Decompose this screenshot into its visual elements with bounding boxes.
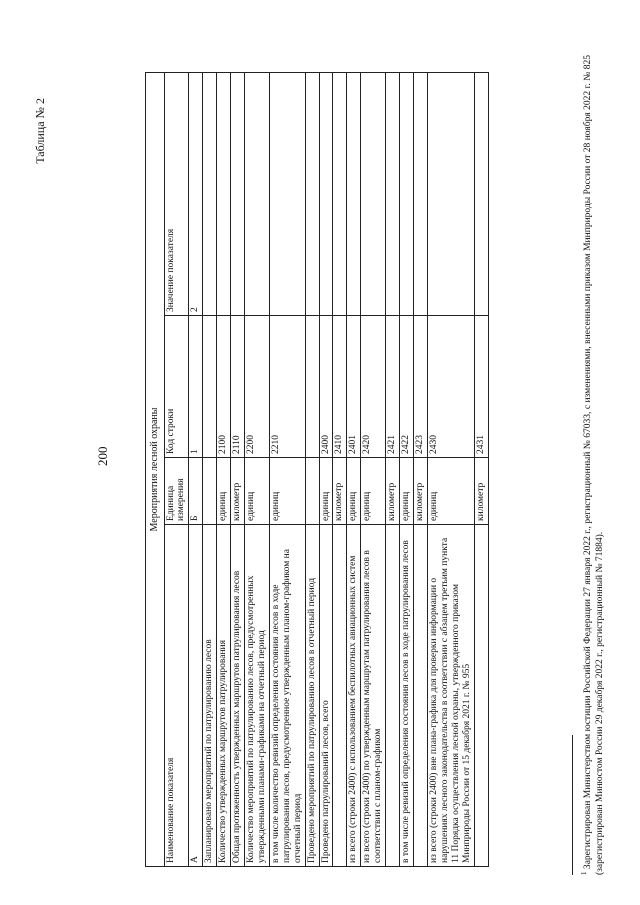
table-row: [203, 73, 217, 867]
row-indicator-name: [386, 525, 400, 867]
row-unit: километр: [333, 458, 347, 525]
row-code: 2421: [386, 316, 400, 458]
table-row: [319, 73, 333, 867]
header-code: Код строки: [164, 316, 189, 458]
row-indicator-name: Запланировано мероприятий по патрулированию лесов: [203, 525, 217, 867]
row-unit: единиц: [217, 458, 231, 525]
row-code: 2431: [474, 316, 488, 458]
row-unit: единиц: [347, 458, 361, 525]
row-value: [333, 73, 347, 316]
header-row: [164, 73, 189, 867]
row-unit: единиц: [269, 458, 305, 525]
row-unit: километр: [386, 458, 400, 525]
header-code-1: 1: [189, 316, 203, 458]
row-code: 2200: [245, 316, 270, 458]
row-value: [231, 73, 245, 316]
footnote-divider: [572, 735, 573, 875]
row-value: [414, 73, 428, 316]
header-value: Значение показателя: [164, 73, 189, 316]
row-code: 2400: [319, 316, 333, 458]
row-indicator-name: в том числе количество ревизий определения состояния лесов в ходе патрулирования лесов, предусмотренное утвержденным планом-графиком на отчетный период: [269, 525, 305, 867]
footnote-text: Зарегистрирован Министерством юстиции Российской Федерации 27 января 2022 г., регистрационный № 67033, с изменениями, внесенными приказом Минприроды России от 28 ноября 2022 г. № 825 (зарегистрирован Минюстом России 29 декабря 2022 г., регистрационный № 71884).: [583, 54, 606, 875]
row-value: [245, 73, 270, 316]
row-unit: единиц: [245, 458, 270, 525]
table-row: [386, 73, 400, 867]
table-caption: Мероприятия лесной охраны: [146, 73, 165, 867]
table-row: [245, 73, 270, 867]
row-code: 2210: [269, 316, 305, 458]
row-unit: километр: [414, 458, 428, 525]
row-indicator-name: из всего (строки 2400) вне плана-графика для проверки информации о нарушениях лесного законодательства в соответствии с абзацем третьим пункта 11 Порядка осуществления лесной охраны, утвержденного приказом Минприроды России от 15 декабря 2021 г. № 955: [427, 525, 474, 867]
row-indicator-name: [414, 525, 428, 867]
row-unit: единиц: [427, 458, 474, 525]
header-codes-row: [189, 73, 203, 867]
row-indicator-name: из всего (строки 2400) по утвержденным маршрутам патрулирования лесов в соответствии с планом-графиком: [361, 525, 386, 867]
row-unit: [203, 458, 217, 525]
table-row: [400, 73, 414, 867]
table-row: [427, 73, 474, 867]
table-row: [269, 73, 305, 867]
header-code-2: 2: [189, 73, 203, 316]
row-code: 2100: [217, 316, 231, 458]
header-code-b: Б: [189, 458, 203, 525]
row-value: [474, 73, 488, 316]
row-value: [305, 73, 319, 316]
table-row: [333, 73, 347, 867]
row-indicator-name: Количество мероприятий по патрулированию лесов, предусмотренных утвержденными планами-графиками на отчетный период: [245, 525, 270, 867]
table-row: [217, 73, 231, 867]
row-unit: единиц: [361, 458, 386, 525]
row-code: 2430: [427, 316, 474, 458]
table-title: Таблица № 2: [33, 98, 47, 164]
row-value: [427, 73, 474, 316]
row-code: 2410: [333, 316, 347, 458]
table-row: [474, 73, 488, 867]
table-row: [231, 73, 245, 867]
row-value: [319, 73, 333, 316]
row-indicator-name: Общая протяженность утвержденных маршрутов патрулирования лесов: [231, 525, 245, 867]
forest-protection-table: [145, 72, 489, 867]
header-unit: Единица измерения: [164, 458, 189, 525]
row-value: [386, 73, 400, 316]
row-unit: единиц: [400, 458, 414, 525]
row-value: [269, 73, 305, 316]
row-unit: километр: [231, 458, 245, 525]
table-row: [361, 73, 386, 867]
row-code: [305, 316, 319, 458]
row-value: [400, 73, 414, 316]
table-row: [414, 73, 428, 867]
row-indicator-name: Проведено мероприятий по патрулированию лесов в отчетный период: [305, 525, 319, 867]
row-value: [203, 73, 217, 316]
row-code: 2110: [231, 316, 245, 458]
footnote: [580, 55, 607, 875]
row-indicator-name: Количество утвержденных маршрутов патрулирования: [217, 525, 231, 867]
row-code: 2420: [361, 316, 386, 458]
row-value: [361, 73, 386, 316]
row-indicator-name: Проведено патрулирований лесов, всего: [319, 525, 333, 867]
row-indicator-name: из всего (строки 2400) с использованием беспилотных авиационных систем: [347, 525, 361, 867]
row-unit: единиц: [319, 458, 333, 525]
row-indicator-name: [474, 525, 488, 867]
row-indicator-name: в том числе ревизий определения состояния лесов в ходе патрулирования лесов: [400, 525, 414, 867]
header-code-a: А: [189, 525, 203, 867]
footnote-mark: 1: [580, 871, 588, 875]
table-row: [347, 73, 361, 867]
row-value: [217, 73, 231, 316]
row-unit: километр: [474, 458, 488, 525]
row-unit: [305, 458, 319, 525]
table-row: [305, 73, 319, 867]
row-indicator-name: [333, 525, 347, 867]
caption-row: [146, 73, 165, 867]
row-code: 2401: [347, 316, 361, 458]
page-number: 200: [95, 446, 110, 466]
row-value: [347, 73, 361, 316]
row-code: 2422: [400, 316, 414, 458]
row-code: [203, 316, 217, 458]
row-code: 2423: [414, 316, 428, 458]
header-indicator-name: Наименование показателя: [164, 525, 189, 867]
